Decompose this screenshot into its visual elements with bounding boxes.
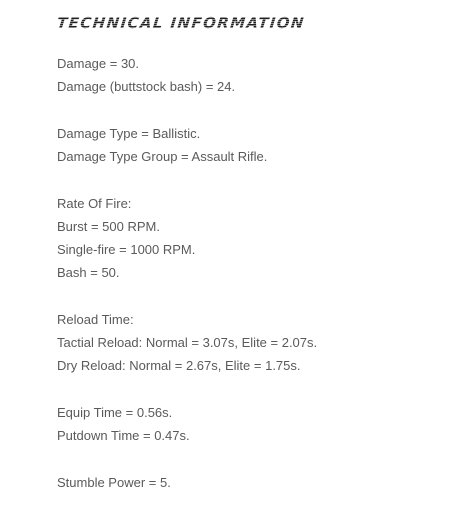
rate-of-fire-label: Rate Of Fire: — [57, 196, 132, 211]
bash-damage-line: Damage (buttstock bash) = 24. — [57, 79, 236, 94]
damage-line: Damage = 30. — [57, 56, 140, 71]
damage-type-group-line: Damage Type Group = Assault Rifle. — [57, 149, 268, 164]
technical-info-content — [57, 52, 437, 518]
reload-time-label: Reload Time: — [57, 312, 134, 327]
single-fire-rate-line: Single-fire = 1000 RPM. — [57, 242, 196, 257]
damage-type-group — [57, 122, 437, 168]
stumble-power-line: Stumble Power = 5. — [57, 475, 171, 490]
damage-group — [57, 52, 437, 98]
tactical-reload-line: Tactial Reload: Normal = 3.07s, Elite = 2.07s. — [57, 335, 318, 350]
rate-of-fire-group — [57, 192, 437, 284]
reload-time-group — [57, 308, 437, 377]
section-heading: TECHNICAL INFORMATION — [56, 14, 306, 32]
burst-rate-line: Burst = 500 RPM. — [57, 219, 160, 234]
stumble-power-group — [57, 471, 437, 494]
equip-time-line: Equip Time = 0.56s. — [57, 405, 173, 420]
dry-reload-line: Dry Reload: Normal = 2.67s, Elite = 1.75s. — [57, 358, 301, 373]
bash-rate-line: Bash = 50. — [57, 265, 120, 280]
equip-time-group — [57, 401, 437, 447]
putdown-time-line: Putdown Time = 0.47s. — [57, 428, 190, 443]
damage-type-line: Damage Type = Ballistic. — [57, 126, 201, 141]
